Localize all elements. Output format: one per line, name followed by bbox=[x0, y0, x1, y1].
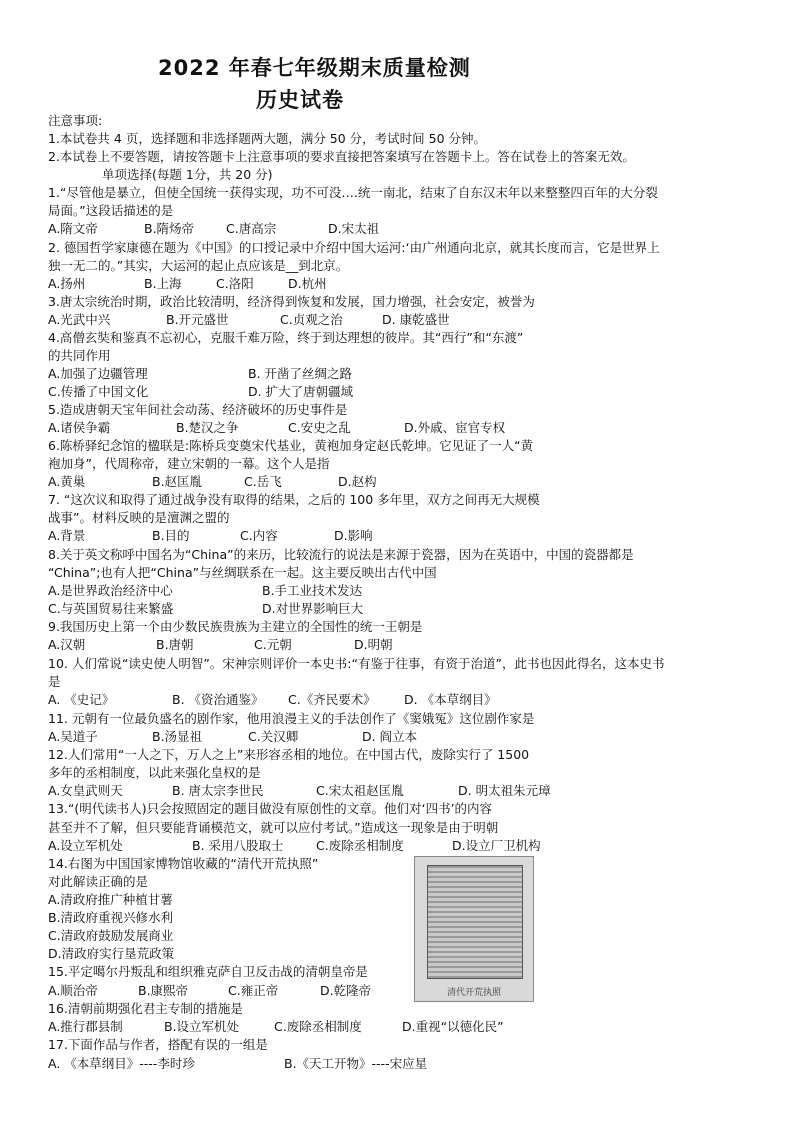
land-reclamation-license-photo bbox=[414, 856, 534, 1002]
option-d: D.外戚、宦官专权 bbox=[404, 420, 506, 435]
option-d: D.赵构 bbox=[338, 474, 377, 489]
option-d: D.设立厂卫机构 bbox=[452, 838, 541, 853]
option-c: C.《齐民要术》 bbox=[288, 692, 376, 707]
option-b: B.手工业技术发达 bbox=[262, 583, 363, 598]
question-12-stem-cont: 多年的丞相制度，以此来强化皇权的是 bbox=[48, 765, 261, 780]
option-a: A.光武中兴 bbox=[48, 312, 111, 327]
option-c: C.废除丞相制度 bbox=[274, 1019, 362, 1034]
question-14-stem-cont: 对此解读正确的是 bbox=[48, 874, 149, 889]
option-a: A.是世界政治经济中心 bbox=[48, 583, 173, 598]
option-a: A.顺治帝 bbox=[48, 983, 98, 998]
option-b: B. 唐太宗李世民 bbox=[172, 783, 264, 798]
option-a: A. 《本草纲目》----李时珍 bbox=[48, 1056, 195, 1071]
option-a: A.汉朝 bbox=[48, 637, 86, 652]
option-d: D.宋太祖 bbox=[328, 221, 380, 236]
question-10-stem: 10. 人们常说“读史使人明智”。宋神宗则评价一本史书:“有鉴于往事，有资于治道”，此书也因此得名，这本史书 bbox=[48, 656, 665, 671]
option-b: B.开元盛世 bbox=[166, 312, 229, 327]
option-a: A.吴道子 bbox=[48, 729, 98, 744]
license-document-image bbox=[427, 865, 523, 979]
question-14-stem: 14.右图为中国国家博物馆收藏的“清代开荒执照” bbox=[48, 856, 319, 871]
option-c: C.洛阳 bbox=[216, 276, 254, 291]
question-5-stem: 5.造成唐朝天宝年间社会动荡、经济破坏的历史事件是 bbox=[48, 402, 348, 417]
question-7-stem-cont: 战事”。材料反映的是澶渊之盟的 bbox=[48, 510, 230, 525]
option-c: C.传播了中国文化 bbox=[48, 384, 149, 399]
question-6-stem: 6.陈桥驿纪念馆的楹联是:陈桥兵变奠宋代基业，黄袍加身定赵氏乾坤。它见证了一人“黄 bbox=[48, 438, 534, 453]
question-12-stem: 12.人们常用“一人之下，万人之上”来形容丞相的地位。在中国古代，废除实行了 1500 bbox=[48, 747, 530, 762]
option-a: A.设立军机处 bbox=[48, 838, 123, 853]
option-a: A.诸侯争霸 bbox=[48, 420, 111, 435]
option-a: A.推行郡县制 bbox=[48, 1019, 123, 1034]
question-4-stem-cont: 的共同作用 bbox=[48, 348, 111, 363]
option-b: B.赵匡胤 bbox=[152, 474, 203, 489]
option-c: C.清政府鼓励发展商业 bbox=[48, 928, 174, 943]
notes-heading: 注意事项: bbox=[48, 113, 103, 128]
option-c: C.废除丞相制度 bbox=[316, 838, 404, 853]
option-c: C.雍正帝 bbox=[228, 983, 279, 998]
question-7-stem: 7. “这次议和取得了通过战争没有取得的结果，之后的 100 多年里，双方之间再无大规模 bbox=[48, 492, 540, 507]
option-c: C.岳飞 bbox=[244, 474, 282, 489]
option-b: B.上海 bbox=[144, 276, 182, 291]
option-c: C.安史之乱 bbox=[288, 420, 351, 435]
option-b: B.清政府重视兴修水利 bbox=[48, 910, 174, 925]
option-c: C.关汉卿 bbox=[248, 729, 299, 744]
question-15-stem: 15.平定噶尔丹叛乱和组织雅克萨自卫反击战的清朝皇帝是 bbox=[48, 964, 368, 979]
question-3-stem: 3.唐太宗统治时期，政治比较清明，经济得到恢复和发展，国力增强，社会安定，被誉为 bbox=[48, 294, 535, 309]
option-b: B.康熙帝 bbox=[138, 983, 189, 998]
option-a: A.加强了边疆管理 bbox=[48, 366, 148, 381]
question-11-stem: 11. 元朝有一位最负盛名的剧作家，他用浪漫主义的手法创作了《窦娥冤》这位剧作家是 bbox=[48, 711, 535, 726]
question-8-stem-cont: “China”;也有人把“China”与丝绸联系在一起。这主要反映出古代中国 bbox=[48, 565, 437, 580]
question-2-stem-cont: 独一无二的。”其实，大运河的起止点应该是__到北京。 bbox=[48, 258, 349, 273]
question-1-stem: 1.“尽管他是暴立，但使全国统一获得实现，功不可没….统一南北，结束了自东汉末年以来整整四百年的大分裂 bbox=[48, 185, 658, 200]
note-1: 1.本试卷共 4 页，选择题和非选择题两大题，满分 50 分，考试时间 50 分钟。 bbox=[48, 131, 487, 146]
exam-title: 2022 年春七年级期末质量检测 bbox=[158, 56, 471, 80]
option-a: A.黄巢 bbox=[48, 474, 86, 489]
option-b: B.唐朝 bbox=[156, 637, 194, 652]
exam-subtitle: 历史试卷 bbox=[256, 88, 344, 112]
option-a: A.扬州 bbox=[48, 276, 86, 291]
option-d: D. 阎立本 bbox=[362, 729, 418, 744]
option-b: B.《天工开物》----宋应星 bbox=[284, 1056, 428, 1071]
question-9-stem: 9.我国历史上第一个由少数民族贵族为主建立的全国性的统一王朝是 bbox=[48, 619, 423, 634]
question-16-stem: 16.清朝前期强化君主专制的措施是 bbox=[48, 1001, 243, 1016]
option-d: D.清政府实行垦荒政策 bbox=[48, 946, 175, 961]
option-b: B.目的 bbox=[152, 528, 190, 543]
question-10-stem-cont: 是 bbox=[48, 674, 61, 689]
option-b: B.汤显祖 bbox=[152, 729, 203, 744]
photo-caption: 清代开荒执照 bbox=[446, 988, 501, 998]
note-2: 2.本试卷上不要答题，请按答题卡上注意事项的要求直接把答案填写在答题卡上。答在试卷上的答案无效。 bbox=[48, 149, 635, 164]
question-8-stem: 8.关于英文称呼中国名为“China”的来历，比较流行的说法是来源于瓷器，因为在英语中，中国的瓷器都是 bbox=[48, 547, 634, 562]
option-a: A.女皇武则天 bbox=[48, 783, 123, 798]
question-17-stem: 17.下面作品与作者，搭配有误的一组是 bbox=[48, 1037, 268, 1052]
option-a: A.背景 bbox=[48, 528, 86, 543]
option-b: B.楚汉之争 bbox=[176, 420, 239, 435]
option-b: B. 采用八股取士 bbox=[192, 838, 284, 853]
option-d: D.重视“以德化民” bbox=[402, 1019, 504, 1034]
option-c: C.元朝 bbox=[254, 637, 292, 652]
option-c: C.内容 bbox=[240, 528, 278, 543]
option-d: D. 康乾盛世 bbox=[382, 312, 450, 327]
option-c: C.贞观之治 bbox=[280, 312, 343, 327]
option-b: B.设立军机处 bbox=[164, 1019, 240, 1034]
question-2-stem: 2. 德国哲学家康德在题为《中国》的口授记录中介绍中国大运河:‘由广州通向北京，就其长度而言，它是世界上 bbox=[48, 240, 660, 255]
option-d: D.对世界影响巨大 bbox=[262, 601, 364, 616]
option-c: C.宋太祖赵匡胤 bbox=[316, 783, 404, 798]
option-c: C.唐高宗 bbox=[226, 221, 277, 236]
question-1-stem-cont: 局面。”这段话描述的是 bbox=[48, 203, 174, 218]
option-b: B.隋炀帝 bbox=[144, 221, 195, 236]
question-13-stem: 13.“(明代读书人)只会按照固定的题目做没有原创性的文章。他们对‘四书’的内容 bbox=[48, 801, 493, 816]
question-6-stem-cont: 袍加身”，代周称帝，建立宋朝的一幕。这个人是指 bbox=[48, 456, 330, 471]
option-d: D. 明太祖朱元璋 bbox=[458, 783, 551, 798]
option-a: A.清政府推广种植甘薯 bbox=[48, 892, 173, 907]
question-4-stem: 4.高僧玄奘和鉴真不忘初心，克服千难万险，终于到达理想的彼岸。其“西行”和“东渡” bbox=[48, 330, 524, 345]
option-d: D.乾隆帝 bbox=[320, 983, 372, 998]
option-b: B. 《资治通鉴》 bbox=[172, 692, 264, 707]
option-d: D.明朝 bbox=[354, 637, 393, 652]
option-d: D. 扩大了唐朝疆域 bbox=[248, 384, 354, 399]
option-d: D. 《本草纲目》 bbox=[404, 692, 497, 707]
question-13-stem-cont: 甚至并不了解，但只要能背诵模范文，就可以应付考试。”造成这一现象是由于明朝 bbox=[48, 820, 499, 835]
section-heading: 单项选择(每题 1分，共 20 分) bbox=[102, 167, 273, 182]
option-b: B. 开凿了丝绸之路 bbox=[248, 366, 353, 381]
option-c: C.与英国贸易往来繁盛 bbox=[48, 601, 174, 616]
option-d: D.杭州 bbox=[288, 276, 327, 291]
option-a: A. 《史记》 bbox=[48, 692, 115, 707]
option-a: A.隋文帝 bbox=[48, 221, 98, 236]
option-d: D.影响 bbox=[334, 528, 373, 543]
